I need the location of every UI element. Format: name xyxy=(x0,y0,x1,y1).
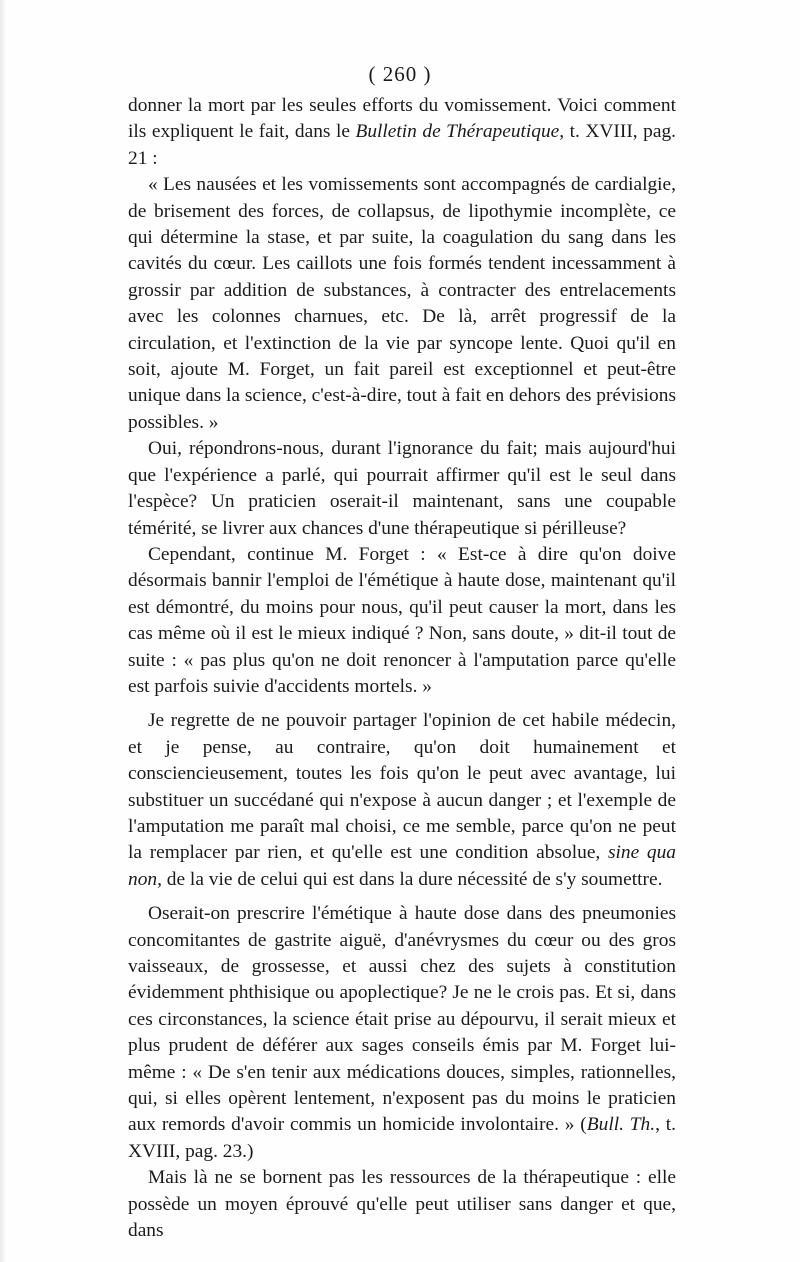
paragraph-5-lead: Je regrette de ne pouvoir partager l'opinion de cet habile médecin, et je pense, au contraire, qu'on doit humainement et consciencieusement, toutes les fois qu'on le peut avec avantage, lui substituer un succédané qui n'expose à aucun danger ; et l'exemple de l'amputation me paraît mal choisi, ce me semble, parce qu'on ne peut la remplacer par rien, et qu'elle est une condition absolue, xyxy=(128,710,676,864)
paragraph-6-lead: Oserait-on prescrire l'émétique à haute dose dans des pneumonies concomitantes de gastrite aiguë, d'anévrysmes du cœur ou des gros vaisseaux, de grossesse, et aussi chez des sujets à constitution évidemment phthisique ou apoplectique? Je ne le crois pas. Et si, dans ces circonstances, la science était prise au dépourvu, il serait mieux et plus prudent de déférer aux sages conseils émis par M. Forget lui-même : « De s'en tenir aux médications douces, simples, rationnelles, qui, si elles opèrent lentement, n'exposent pas du moins le praticien aux remords d'avoir commis un homicide involontaire. » ( xyxy=(128,903,676,1136)
paragraph-4: Cependant, continue M. Forget : « Est-ce à dire qu'on doive désormais bannir l'emploi de l'émétique à haute dose, maintenant qu'il est démontré, du moins pour nous, qu'il peut causer la mort, dans les cas même où il est le mieux indiqué ? Non, sans doute, » dit-il tout de suite : « pas plus qu'on ne doit renoncer à l'amputation parce qu'elle est parfois suivie d'accidents mortels. » xyxy=(128,543,676,697)
paragraph-1 xyxy=(128,93,676,172)
paragraph-1-journal-title: Bulletin de Thérapeutique, xyxy=(355,121,565,143)
paragraph-2-quotation: « Les nausées et les vomissements sont accompagnés de cardialgie, de brisement des forces, de collapsus, de lipothymie incomplète, ce qui détermine la stase, et par suite, la coagulation du sang dans les cavités du cœur. Les caillots une fois formés tendent incessamment à grossir par addition de substances, à contracter des entrelacements avec les colonnes charnues, etc. De là, arrêt progressif de la circulation, et l'extinction de la vie par syncope lente. Quoi qu'il en soit, ajoute M. Forget, un fait pareil est exceptionnel et peut-être unique dans la science, c'est-à-dire, tout à fait en dehors des prévisions possibles. » xyxy=(128,174,676,433)
paragraph-7: Mais là ne se bornent pas les ressources de la thérapeutique : elle possède un moyen éprouvé qu'elle peut utiliser sans danger et que, dans xyxy=(128,1167,676,1242)
paragraph-6 xyxy=(128,901,676,1165)
paragraph-5 xyxy=(128,708,676,893)
paragraph-6-citation: Bull. Th. xyxy=(586,1114,656,1136)
paragraph-5-tail: de la vie de celui qui est dans la dure nécessité de s'y soumettre. xyxy=(161,868,663,890)
paragraph-1-tail: t. XVIII, pag. 21 : xyxy=(128,121,676,169)
paragraph-1-lead: donner la mort par les seules efforts du vomissement. Voici comment ils expliquent le fait, dans le xyxy=(128,95,676,143)
paragraph-5-latin-phrase: sine qua non, xyxy=(128,842,676,890)
body-text xyxy=(128,93,676,1244)
paragraph-6-tail: , t. XVIII, pag. 23.) xyxy=(128,1114,676,1162)
paragraph-3: Oui, répondrons-nous, durant l'ignorance du fait; mais aujourd'hui que l'expérience a parlé, qui pourrait affirmer qu'il est le seul dans l'espèce? Un praticien oserait-il maintenant, sans une coupable témérité, se livrer aux chances d'une thérapeutique si périlleuse? xyxy=(128,438,676,539)
page-edge-shadow xyxy=(0,0,6,1262)
page-number: ( 260 ) xyxy=(368,62,432,86)
